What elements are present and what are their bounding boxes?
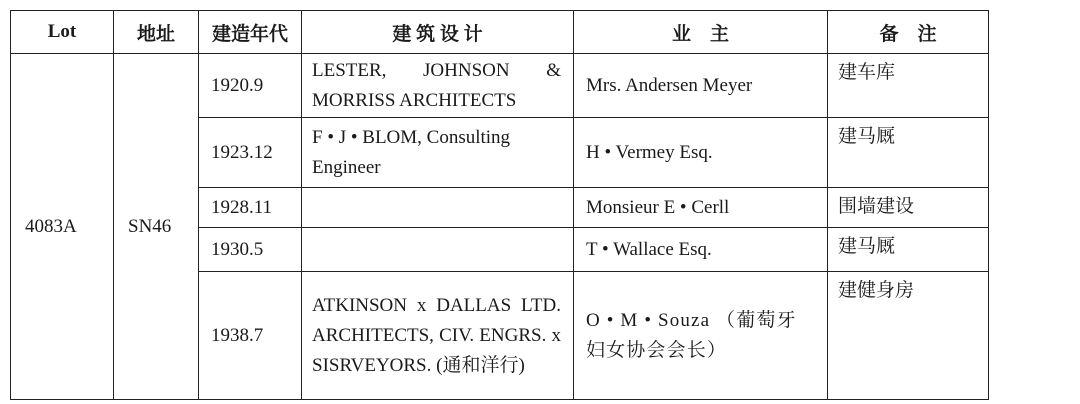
year-cell: 1928.11: [199, 188, 302, 228]
design-cell: [302, 228, 574, 272]
header-row: [11, 11, 989, 54]
table-row: [11, 54, 989, 118]
design-cell: [302, 188, 574, 228]
remark-cell: 建马厩: [828, 228, 989, 272]
year-cell: 1923.12: [199, 118, 302, 188]
year-cell: 1930.5: [199, 228, 302, 272]
lot-history-table: [10, 10, 989, 400]
remark-cell: 建健身房: [828, 272, 989, 400]
header-remarks: 备 注: [828, 11, 989, 54]
owner-cell: H • Vermey Esq.: [574, 118, 828, 188]
document-page: [10, 10, 989, 400]
design-cell: LESTER, JOHNSON & MORRISS ARCHITECTS: [302, 54, 574, 118]
owner-cell: O • M • Souza （葡萄牙妇女协会会长）: [574, 272, 828, 400]
owner-cell: T • Wallace Esq.: [574, 228, 828, 272]
remark-cell: 建车库: [828, 54, 989, 118]
header-address: 地址: [114, 11, 199, 54]
lot-cell: 4083A: [11, 54, 114, 400]
header-lot: Lot: [11, 11, 114, 54]
owner-cell: Monsieur E • Cerll: [574, 188, 828, 228]
remark-cell: 建马厩: [828, 118, 989, 188]
address-cell: SN46: [114, 54, 199, 400]
owner-cell: Mrs. Andersen Meyer: [574, 54, 828, 118]
design-cell: ATKINSON x DALLAS LTD. ARCHITECTS, CIV. ENGRS. x SISRVEYORS. (通和洋行): [302, 272, 574, 400]
header-design: 建 筑 设 计: [302, 11, 574, 54]
remark-cell: 围墙建设: [828, 188, 989, 228]
year-cell: 1938.7: [199, 272, 302, 400]
year-cell: 1920.9: [199, 54, 302, 118]
header-owner: 业 主: [574, 11, 828, 54]
header-year: 建造年代: [199, 11, 302, 54]
design-cell: F • J • BLOM, Consulting Engineer: [302, 118, 574, 188]
